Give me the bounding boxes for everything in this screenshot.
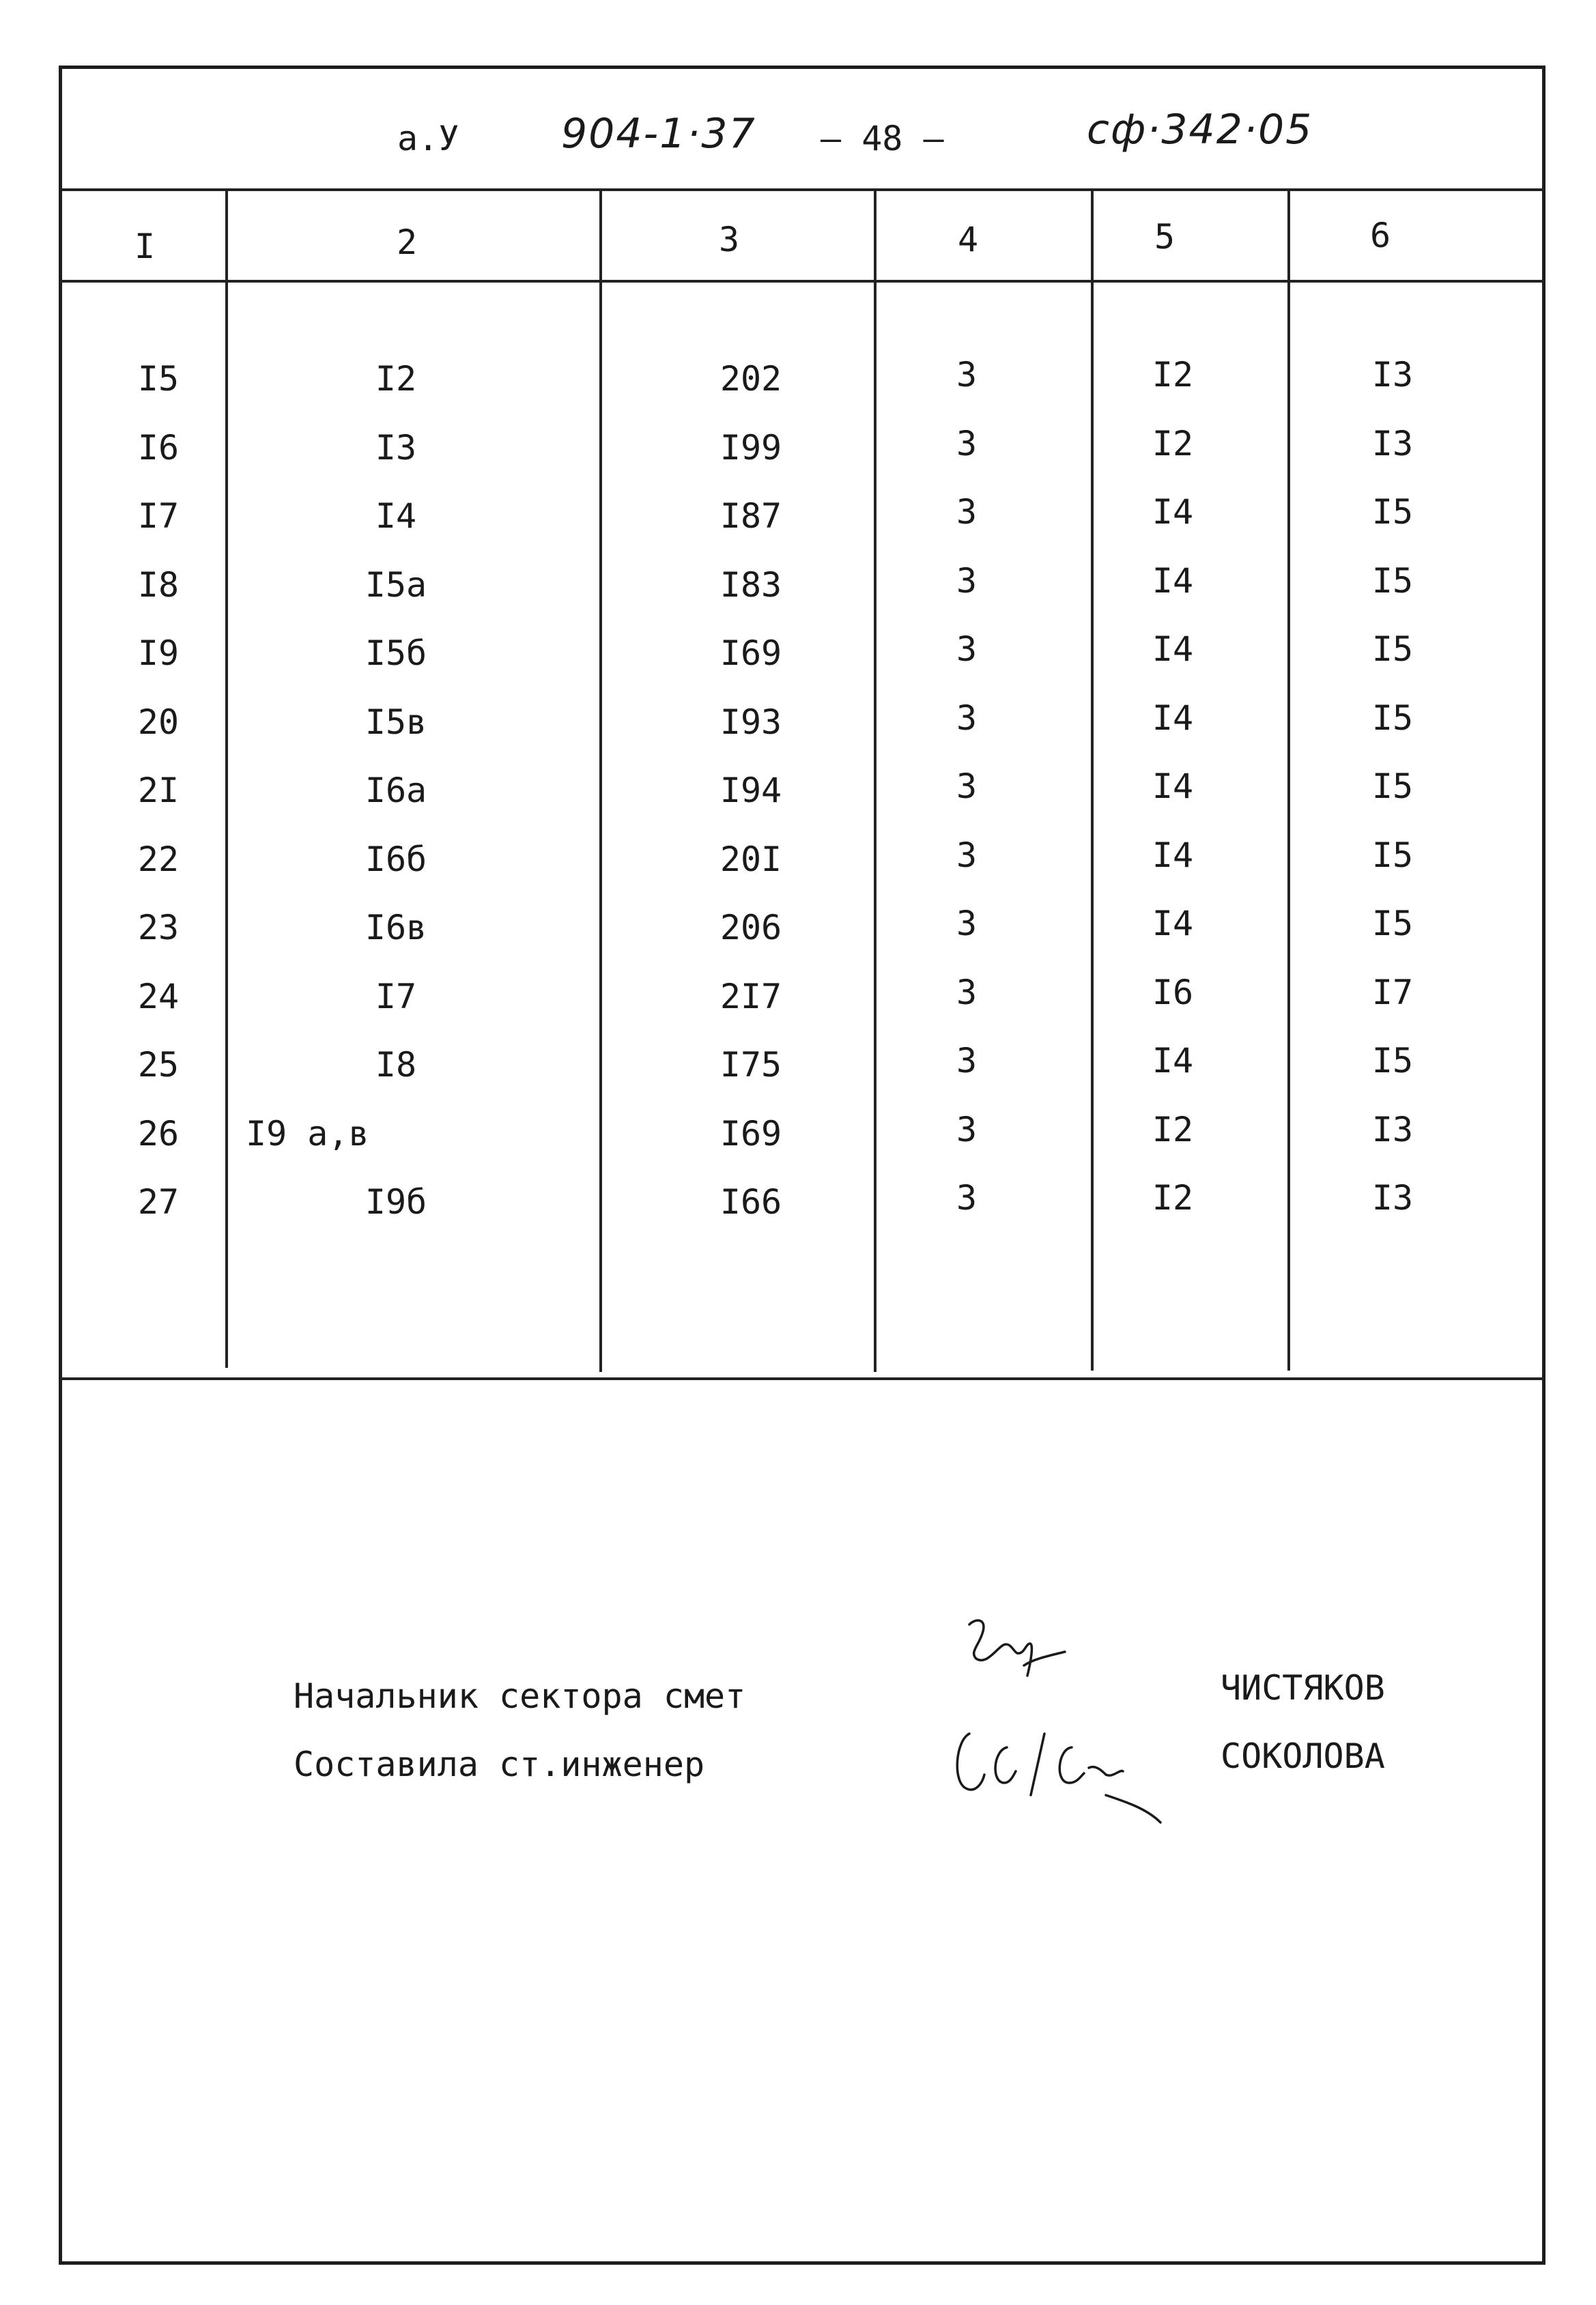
table-cell-col-5: I4 [1152,629,1194,669]
table-cell-col-2: I7 [375,976,417,1016]
table-cell-col-1: I5 [137,359,180,399]
table-cell-col-3: I69 [719,1113,782,1154]
header-page-number: – 48 – [821,119,944,158]
table-cell-col-1: I6 [137,427,180,468]
header-doc-code: сф·342·05 [1087,106,1313,154]
table-cell-col-6: I7 [1371,972,1414,1012]
table-cell-col-3: I75 [719,1045,782,1085]
table-cell-col-3: 202 [719,359,782,399]
table-cell-col-4: 3 [956,629,978,669]
column-divider-2 [599,190,602,1372]
table-cell-col-5: I4 [1152,767,1194,806]
column-header-2: 2 [396,223,418,262]
table-cell-col-5: I2 [1152,423,1194,463]
column-header-6: 6 [1369,216,1391,255]
table-cell-col-2: I9б [365,1182,427,1222]
table-cell-col-1: 2I [137,771,180,810]
column-header-1: I [134,227,156,266]
table-cell-col-4: 3 [956,767,978,806]
table-cell-col-5: I6 [1152,972,1194,1012]
table-cell-col-6: I5 [1371,767,1414,806]
table-cell-col-2: I6а [365,771,427,810]
table-cell-col-4: 3 [956,698,978,738]
table-cell-col-4: 3 [956,423,978,463]
column-divider-3 [874,190,877,1372]
table-cell-col-4: 3 [956,835,978,875]
table-cell-col-3: I83 [719,564,782,605]
table-cell-col-3: 2I7 [719,976,782,1016]
signature-role-1: Начальник сектора смет [294,1676,746,1716]
table-cell-col-1: I7 [137,496,180,536]
table-cell-col-3: I99 [719,427,782,468]
column-header-5: 5 [1154,217,1175,257]
table-cell-col-3: 20I [719,839,782,879]
column-divider-4 [1091,190,1094,1371]
table-cell-col-3: I93 [719,702,782,742]
column-header-4: 4 [957,220,979,259]
table-cell-col-5: I4 [1152,698,1194,738]
signature-name-1: ЧИСТЯКОВ [1221,1668,1385,1708]
table-cell-col-6: I5 [1371,492,1414,532]
signature-role-2: Составила ст.инженер [294,1745,705,1784]
table-cell-col-2: I8 [375,1045,417,1085]
table-cell-col-1: 25 [137,1045,180,1085]
table-cell-col-5: I4 [1152,1041,1194,1080]
table-cell-col-4: 3 [956,560,978,601]
table-cell-col-1: 23 [137,908,180,947]
table-cell-col-2: I6в [365,908,427,947]
table-cell-col-4: 3 [956,492,978,532]
table-cell-col-6: I3 [1371,1178,1414,1218]
table-cell-col-4: 3 [956,904,978,943]
table-cell-col-6: I5 [1371,629,1414,669]
table-cell-col-3: I94 [719,771,782,810]
table-cell-col-5: I2 [1152,1109,1194,1149]
table-cell-col-6: I5 [1371,1041,1414,1080]
table-cell-col-1: 24 [137,976,180,1016]
table-cell-col-2: I3 [375,427,417,468]
table-cell-col-5: I4 [1152,492,1194,532]
table-cell-col-6: I5 [1371,560,1414,601]
table-cell-col-2: I2 [375,359,417,399]
table-cell-col-4: 3 [956,1041,978,1080]
column-divider-5 [1287,190,1290,1371]
table-cell-col-4: 3 [956,355,978,395]
table-bottom-rule [60,1377,1544,1380]
table-cell-col-5: I4 [1152,835,1194,875]
table-cell-col-4: 3 [956,1109,978,1149]
handwritten-signature-1 [949,1611,1085,1700]
table-cell-col-1: 27 [137,1182,180,1222]
table-cell-col-6: I5 [1371,835,1414,875]
table-cell-col-2: I9 а,в [246,1113,369,1154]
table-cell-col-1: 22 [137,839,180,879]
table-cell-col-3: I87 [719,496,782,536]
table-cell-col-1: 20 [137,702,180,742]
signature-name-2: СОКОЛОВА [1221,1736,1385,1776]
table-cell-col-2: I6б [365,839,427,879]
table-cell-col-2: I4 [375,496,417,536]
table-cell-col-4: 3 [956,1178,978,1218]
table-cell-col-1: I8 [137,564,180,605]
table-cell-col-5: I4 [1152,560,1194,601]
table-cell-col-1: 26 [137,1113,180,1154]
table-cell-col-4: 3 [956,972,978,1012]
table-cell-col-3: I69 [719,633,782,673]
table-cell-col-5: I2 [1152,1178,1194,1218]
table-cell-col-6: I3 [1371,355,1414,395]
page-frame [59,66,1545,2265]
table-cell-col-3: 206 [719,908,782,947]
table-cell-col-3: I66 [719,1182,782,1222]
table-cell-col-2: I5в [365,702,427,742]
column-divider-1 [225,190,228,1368]
table-cell-col-6: I3 [1371,1109,1414,1149]
table-cell-col-5: I4 [1152,904,1194,943]
table-cell-col-2: I5а [365,564,427,605]
column-header-3: 3 [718,220,740,259]
header-prefix: а.У [397,119,459,158]
header-bottom-rule [60,188,1544,191]
table-cell-col-6: I3 [1371,423,1414,463]
table-cell-col-6: I5 [1371,904,1414,943]
handwritten-signature-2 [942,1706,1167,1836]
table-cell-col-6: I5 [1371,698,1414,738]
table-cell-col-5: I2 [1152,355,1194,395]
table-cell-col-2: I5б [365,633,427,673]
column-header-rule [60,280,1544,283]
table-cell-col-1: I9 [137,633,180,673]
header-project-code: 904-1·37 [561,110,756,158]
